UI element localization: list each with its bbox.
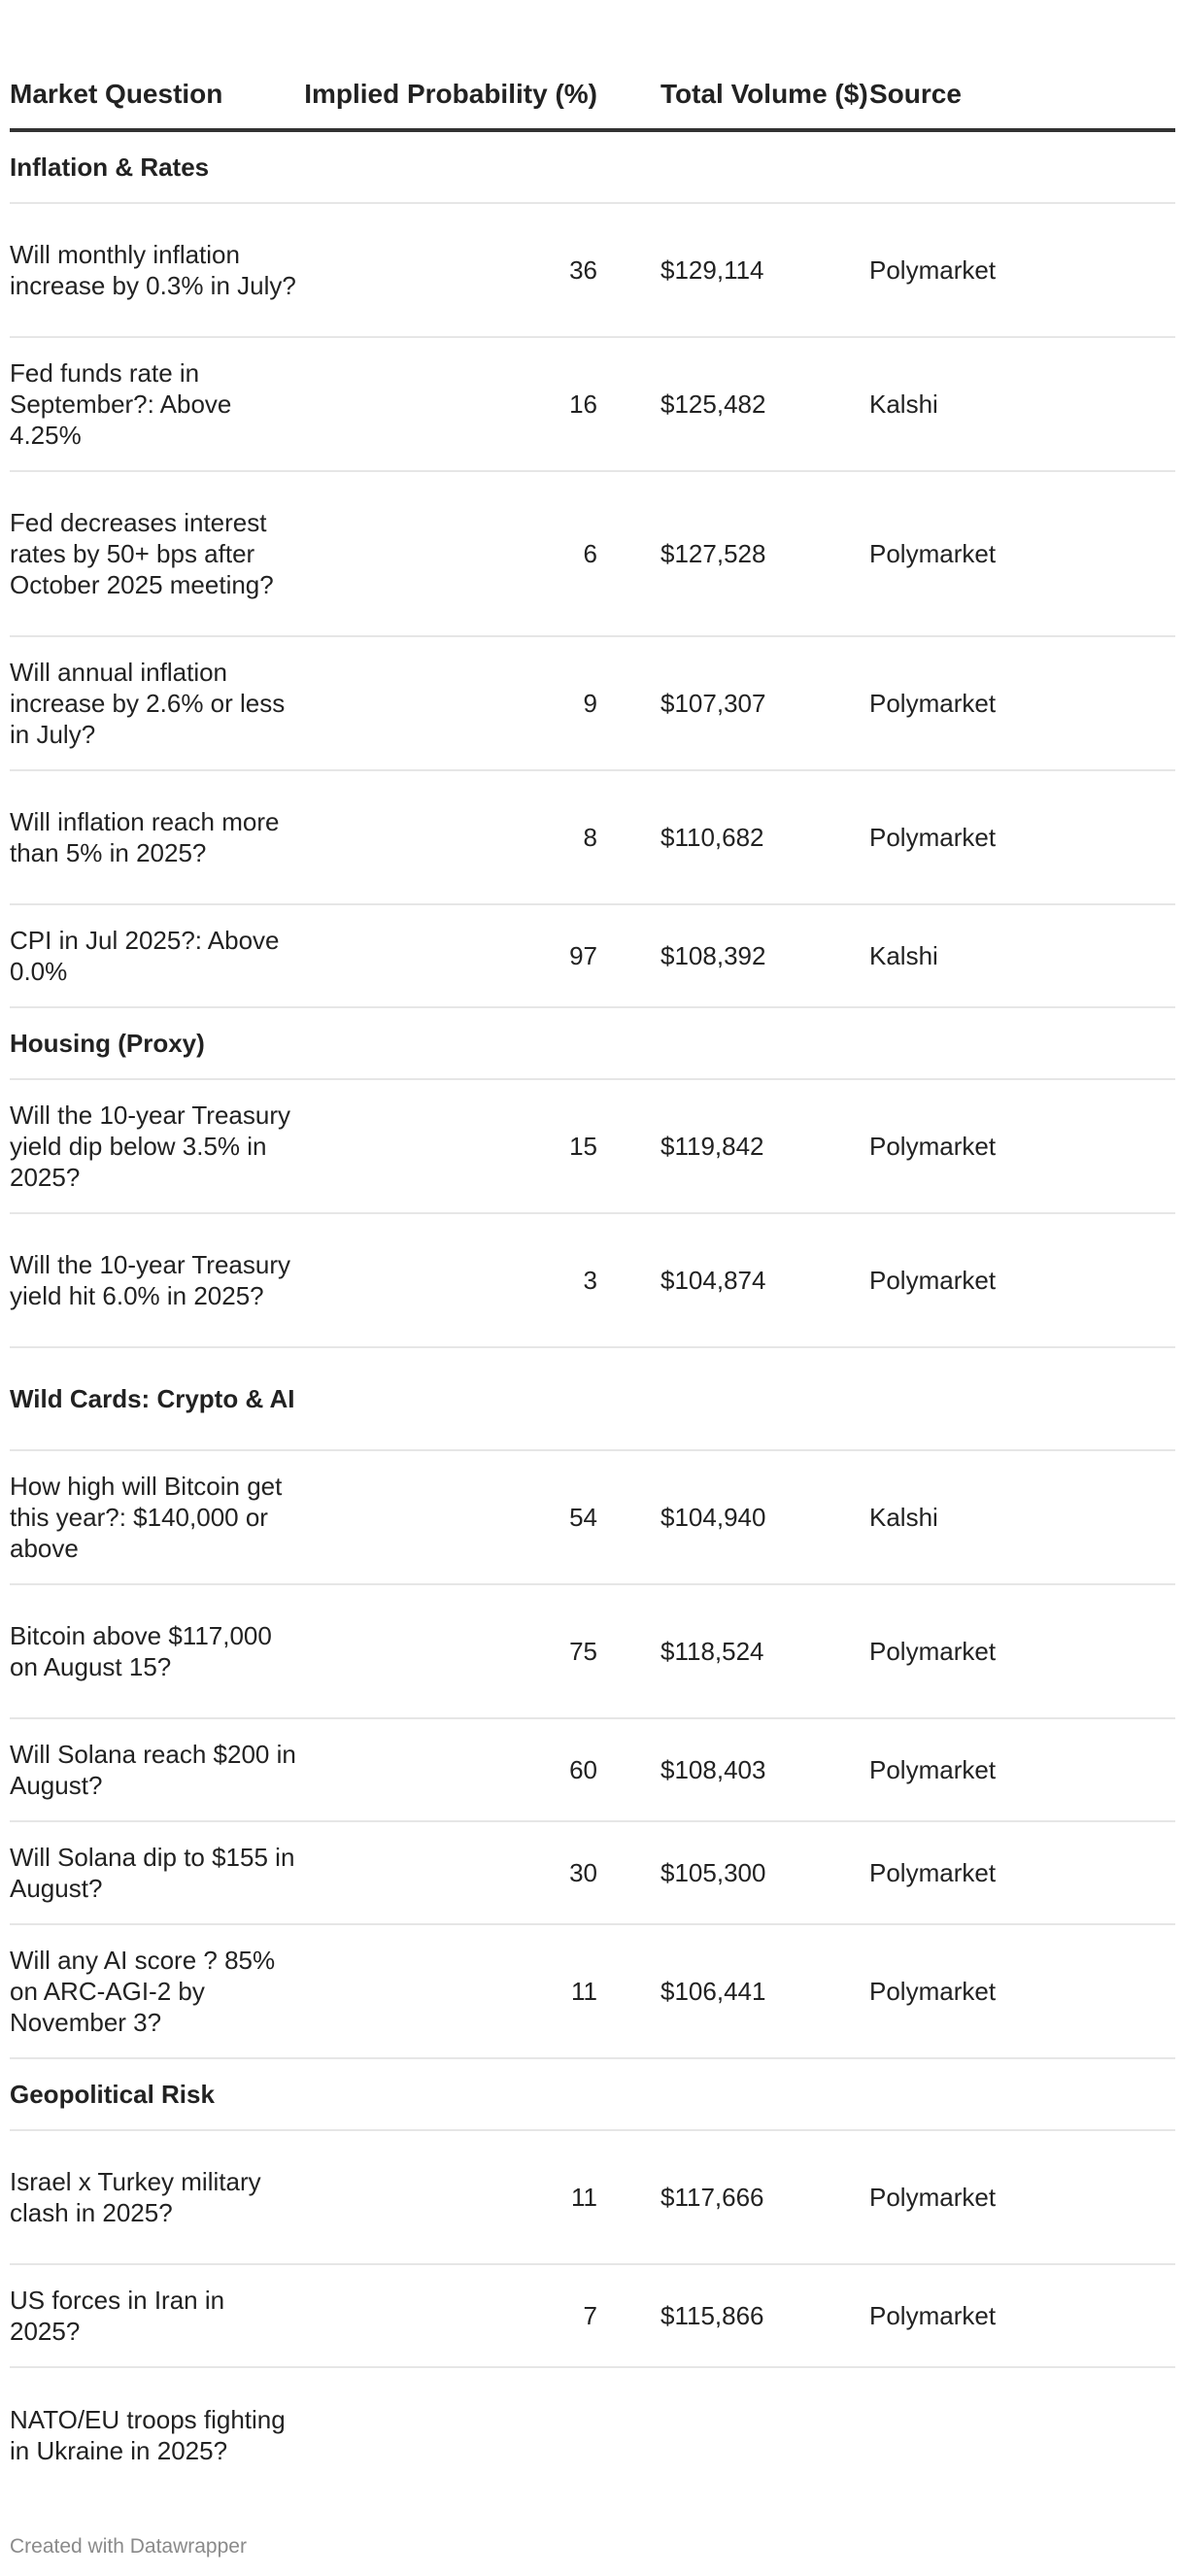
table-row [10, 1214, 1175, 1348]
cell-source: Polymarket [869, 1266, 997, 1295]
cell-market-question: CPI in Jul 2025?: Above 0.0% [10, 926, 280, 986]
header-market-question[interactable]: Market Question [10, 79, 223, 109]
cell-implied-probability: 11 [571, 2183, 597, 2212]
cell-total-volume: $107,307 [660, 689, 766, 718]
table-body [10, 132, 1175, 2502]
cell-total-volume: $129,114 [660, 255, 764, 285]
cell-implied-probability: 75 [569, 1637, 597, 1666]
cell-implied-probability: 54 [569, 1503, 597, 1532]
group-label: Geopolitical Risk [10, 2080, 215, 2109]
table-row [10, 204, 1175, 338]
table-row [10, 1080, 1175, 1214]
table-row [10, 472, 1175, 637]
cell-implied-probability: 15 [569, 1132, 597, 1161]
cell-total-volume: $110,682 [660, 823, 764, 852]
cell-source: Kalshi [869, 941, 938, 970]
cell-implied-probability: 60 [569, 1755, 597, 1784]
table-header-row [10, 0, 1175, 132]
table-row [10, 1451, 1175, 1585]
cell-implied-probability: 9 [583, 689, 597, 718]
cell-implied-probability: 7 [583, 2301, 597, 2330]
cell-total-volume: $105,300 [660, 1858, 766, 1887]
group-header-row [10, 132, 1175, 204]
cell-implied-probability: 97 [569, 941, 597, 970]
cell-source: Polymarket [869, 1637, 997, 1666]
cell-total-volume: $125,482 [660, 390, 766, 419]
cell-implied-probability: 16 [569, 390, 597, 419]
cell-market-question: Will inflation reach more than 5% in 2025? [10, 807, 280, 867]
cell-source: Kalshi [869, 1503, 938, 1532]
cell-source: Polymarket [869, 2183, 997, 2212]
table-row [10, 905, 1175, 1008]
cell-market-question: Will monthly inflation increase by 0.3% in July? [10, 240, 296, 300]
table-row [10, 1585, 1175, 1719]
cell-implied-probability: 36 [569, 255, 597, 285]
cell-source: Polymarket [869, 255, 997, 285]
cell-market-question: Will any AI score ? 85% on ARC-AGI-2 by November 3? [10, 1946, 276, 2037]
header-source[interactable]: Source [869, 79, 962, 109]
datawrapper-credit: Created with Datawrapper [10, 2535, 247, 2558]
header-total-volume[interactable]: Total Volume ($) [660, 79, 868, 109]
cell-implied-probability: 3 [583, 1266, 597, 1295]
cell-source: Polymarket [869, 1858, 997, 1887]
table-row [10, 2131, 1175, 2265]
cell-market-question: US forces in Iran in 2025? [10, 2286, 225, 2346]
table-row [10, 771, 1175, 905]
market-table [10, 0, 1175, 2502]
table-row [10, 2368, 1175, 2502]
cell-market-question: Fed funds rate in September?: Above 4.25% [10, 358, 232, 450]
cell-total-volume: $104,940 [660, 1503, 766, 1532]
cell-source: Polymarket [869, 1755, 997, 1784]
table-row [10, 338, 1175, 472]
group-header-row [10, 2059, 1175, 2131]
cell-market-question: Will Solana reach $200 in August? [10, 1740, 296, 1800]
group-label: Inflation & Rates [10, 153, 210, 182]
cell-market-question: Will Solana dip to $155 in August? [10, 1843, 295, 1903]
cell-total-volume: $115,866 [660, 2301, 764, 2330]
cell-total-volume: $108,392 [660, 941, 766, 970]
cell-market-question: NATO/EU troops fighting in Ukraine in 2025? [10, 2405, 286, 2465]
group-header-row [10, 1348, 1175, 1451]
cell-market-question: How high will Bitcoin get this year?: $140,000 or above [10, 1472, 283, 1563]
cell-market-question: Will the 10-year Treasury yield hit 6.0% in 2025? [10, 1250, 290, 1310]
cell-source: Polymarket [869, 823, 997, 852]
cell-implied-probability: 11 [571, 1977, 597, 2006]
cell-implied-probability: 8 [583, 823, 597, 852]
header-implied-probability[interactable]: Implied Probability (%) [304, 79, 597, 109]
cell-market-question: Fed decreases interest rates by 50+ bps after October 2025 meeting? [10, 508, 274, 599]
cell-market-question: Bitcoin above $117,000 on August 15? [10, 1621, 272, 1681]
cell-total-volume: $119,842 [660, 1132, 764, 1161]
cell-source: Kalshi [869, 390, 938, 419]
group-label: Housing (Proxy) [10, 1029, 205, 1058]
table-row [10, 1822, 1175, 1925]
cell-source: Polymarket [869, 689, 997, 718]
cell-total-volume: $118,524 [660, 1637, 764, 1666]
group-label: Wild Cards: Crypto & AI [10, 1384, 295, 1413]
cell-source: Polymarket [869, 1977, 997, 2006]
cell-source: Polymarket [869, 539, 997, 568]
cell-source: Polymarket [869, 1132, 997, 1161]
table-row [10, 1719, 1175, 1822]
cell-market-question: Will annual inflation increase by 2.6% or less in July? [10, 658, 286, 749]
cell-total-volume: $104,874 [660, 1266, 766, 1295]
cell-implied-probability: 6 [583, 539, 597, 568]
cell-total-volume: $117,666 [660, 2183, 764, 2212]
group-header-row [10, 1008, 1175, 1080]
cell-market-question: Will the 10-year Treasury yield dip below 3.5% in 2025? [10, 1101, 290, 1192]
cell-source: Polymarket [869, 2301, 997, 2330]
table-row [10, 2265, 1175, 2368]
cell-market-question: Israel x Turkey military clash in 2025? [10, 2167, 261, 2227]
cell-total-volume: $108,403 [660, 1755, 766, 1784]
table-row [10, 1925, 1175, 2059]
cell-total-volume: $127,528 [660, 539, 766, 568]
cell-total-volume: $106,441 [660, 1977, 766, 2006]
cell-implied-probability: 30 [569, 1858, 597, 1887]
table-row [10, 637, 1175, 771]
